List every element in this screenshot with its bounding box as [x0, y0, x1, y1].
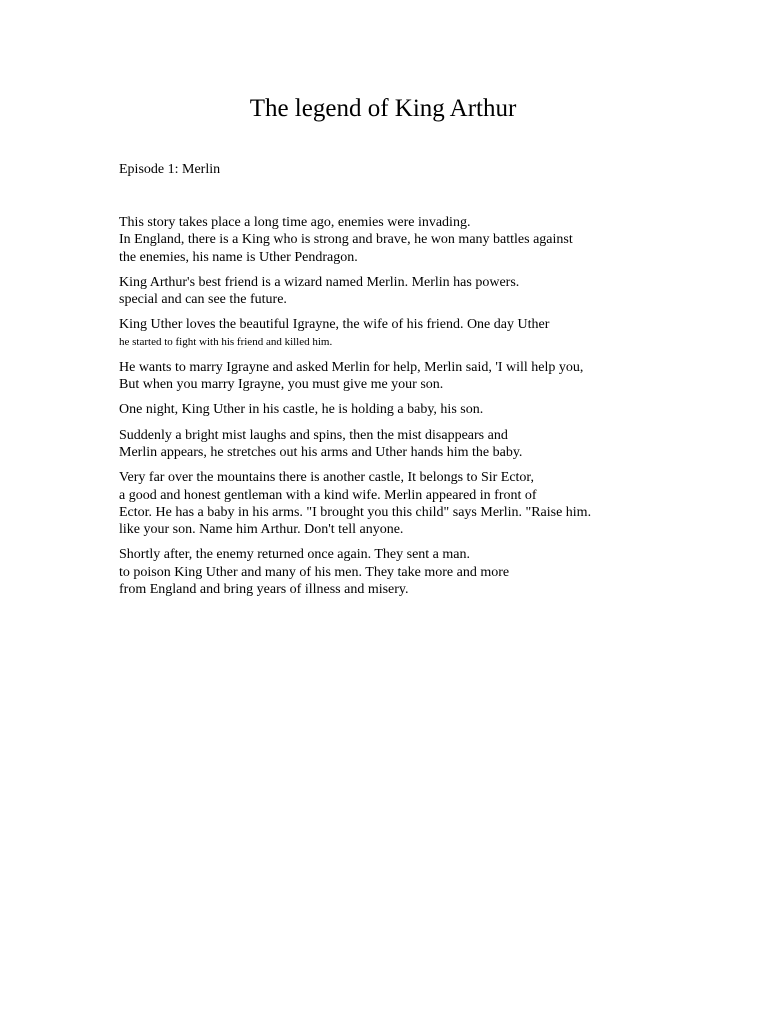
paragraph-line: he started to fight with his friend and killed him.	[119, 335, 333, 348]
paragraph-8	[119, 546, 719, 598]
story-body	[119, 214, 719, 606]
episode-heading: Episode 1: Merlin	[119, 162, 221, 177]
paragraph-line: from England and bring years of illness and misery.	[119, 582, 409, 598]
paragraph-line: But when you marry Igrayne, you must give me your son.	[119, 377, 444, 393]
paragraph-7	[119, 469, 719, 538]
paragraph-line: a good and honest gentleman with a kind wife. Merlin appeared in front of	[119, 487, 537, 503]
paragraph-6	[119, 427, 719, 462]
paragraph-line: the enemies, his name is Uther Pendragon.	[119, 249, 358, 265]
paragraph-line: special and can see the future.	[119, 292, 287, 308]
page-title: The legend of King Arthur	[249, 95, 517, 122]
paragraph-1	[119, 214, 719, 266]
paragraph-line: He wants to marry Igrayne and asked Merlin for help, Merlin said, 'I will help you,	[119, 359, 584, 375]
paragraph-line: to poison King Uther and many of his men. They take more and more	[119, 564, 510, 580]
paragraph-line: King Arthur's best friend is a wizard named Merlin. Merlin has powers.	[119, 274, 520, 290]
paragraph-line: Ector. He has a baby in his arms. "I brought you this child" says Merlin. "Raise him.	[119, 504, 592, 520]
paragraph-line: like your son. Name him Arthur. Don't tell anyone.	[119, 522, 404, 538]
paragraph-line: One night, King Uther in his castle, he is holding a baby, his son.	[119, 402, 484, 418]
paragraph-3	[119, 316, 719, 350]
paragraph-line: In England, there is a King who is strong and brave, he won many battles against	[119, 232, 573, 248]
paragraph-2	[119, 274, 719, 309]
paragraph-4	[119, 359, 719, 394]
paragraph-line: Very far over the mountains there is another castle, It belongs to Sir Ector,	[119, 470, 535, 486]
paragraph-line: Merlin appears, he stretches out his arms and Uther hands him the baby.	[119, 444, 523, 460]
paragraph-line: King Uther loves the beautiful Igrayne, the wife of his friend. One day Uther	[119, 317, 550, 333]
paragraph-5	[119, 401, 719, 418]
paragraph-line: This story takes place a long time ago, enemies were invading.	[119, 215, 471, 230]
paragraph-line: Shortly after, the enemy returned once again. They sent a man.	[119, 547, 470, 563]
paragraph-line: Suddenly a bright mist laughs and spins, then the mist disappears and	[119, 427, 508, 443]
